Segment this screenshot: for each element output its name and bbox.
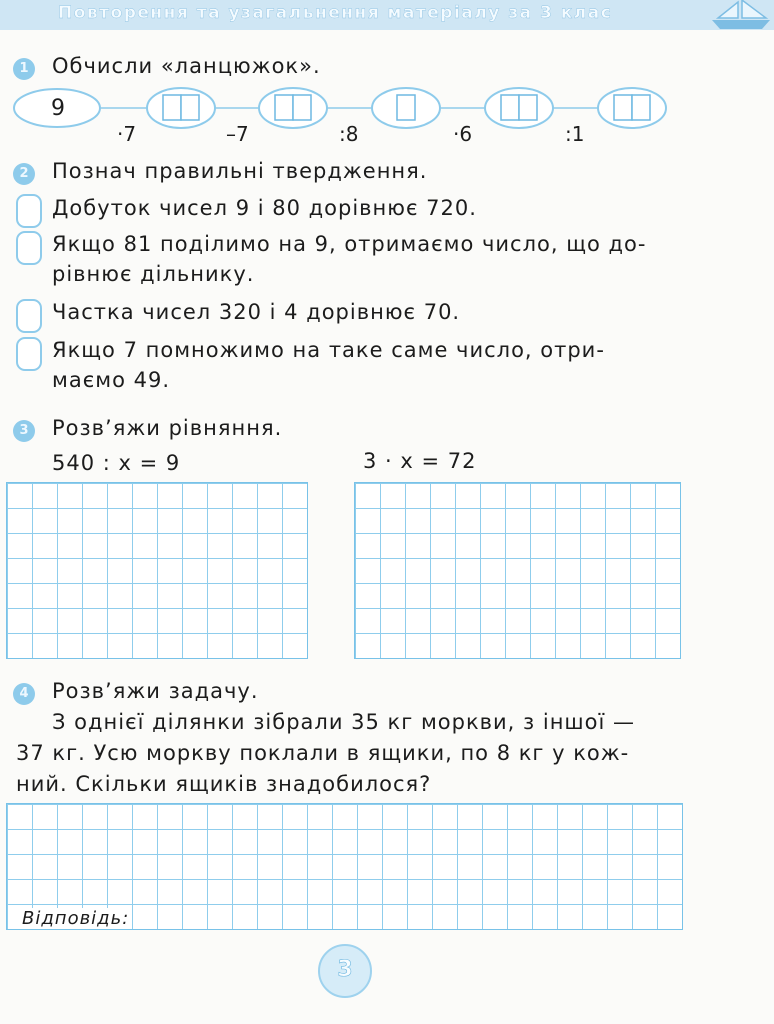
header-title: Повторення та узагальнення матеріалу за 3 клас	[58, 3, 613, 23]
chain-operation-2: –7	[226, 122, 249, 146]
chain-start-value: 9	[51, 96, 66, 121]
statement-checkbox-3[interactable]	[16, 299, 42, 333]
chain-operation-3: :8	[339, 122, 359, 146]
page-number-badge	[318, 944, 372, 998]
work-grid-equation-2[interactable]	[354, 482, 681, 659]
answer-cell	[632, 95, 650, 120]
answer-cell	[293, 95, 311, 120]
chain-operation-5: :1	[565, 122, 585, 146]
problem-line-2: 37 кг. Усю моркву поклали в ящики, по 8 кг у кож-	[16, 741, 630, 765]
answer-cell	[519, 95, 537, 120]
problem-line-1: З однієї ділянки зібрали 35 кг моркви, з іншої —	[52, 710, 635, 734]
statement-1-line-1: Добуток чисел 9 і 80 дорівнює 720.	[52, 196, 477, 220]
work-grid-equation-1[interactable]	[6, 482, 308, 659]
problem-line-3: ний. Скільки ящиків знадобилося?	[16, 772, 432, 796]
statement-4-line-2: маємо 49.	[52, 368, 170, 392]
task-number-2: 2	[13, 163, 35, 185]
page-number: 3	[337, 957, 353, 982]
task3-instruction: Розв’яжи рівняння.	[52, 416, 283, 440]
statement-4-line-1: Якщо 7 помножимо на таке саме число, отри-	[52, 338, 605, 362]
answer-cell	[614, 95, 632, 120]
equation-2: 3 · x = 72	[363, 449, 477, 473]
answer-cell	[397, 95, 415, 120]
statement-3-line-1: Частка чисел 320 і 4 дорівнює 70.	[52, 300, 461, 324]
statement-checkbox-1[interactable]	[16, 194, 42, 228]
answer-cell	[275, 95, 293, 120]
equation-1: 540 : x = 9	[52, 451, 181, 475]
statement-checkbox-2[interactable]	[16, 231, 42, 265]
chain-operation-1: ·7	[117, 122, 137, 146]
sailboat-icon	[708, 0, 774, 30]
statement-2-line-2: рівнює дільнику.	[52, 262, 255, 286]
answer-cell	[181, 95, 199, 120]
chain-operation-4: ·6	[453, 122, 473, 146]
task4-instruction: Розв’яжи задачу.	[52, 679, 259, 703]
task2-instruction: Познач правильні твердження.	[52, 159, 428, 183]
page-header	[0, 0, 774, 30]
statement-checkbox-4[interactable]	[16, 337, 42, 371]
task1-instruction: Обчисли «ланцюжок».	[52, 54, 321, 78]
answer-cell	[163, 95, 181, 120]
statement-2-line-1: Якщо 81 поділимо на 9, отримаємо число, що до-	[52, 232, 647, 256]
task-number-4: 4	[13, 683, 35, 705]
answer-cell	[501, 95, 519, 120]
task-number-3: 3	[13, 420, 35, 442]
answer-label: Відповідь:	[22, 908, 130, 929]
task-number-1: 1	[13, 58, 35, 80]
